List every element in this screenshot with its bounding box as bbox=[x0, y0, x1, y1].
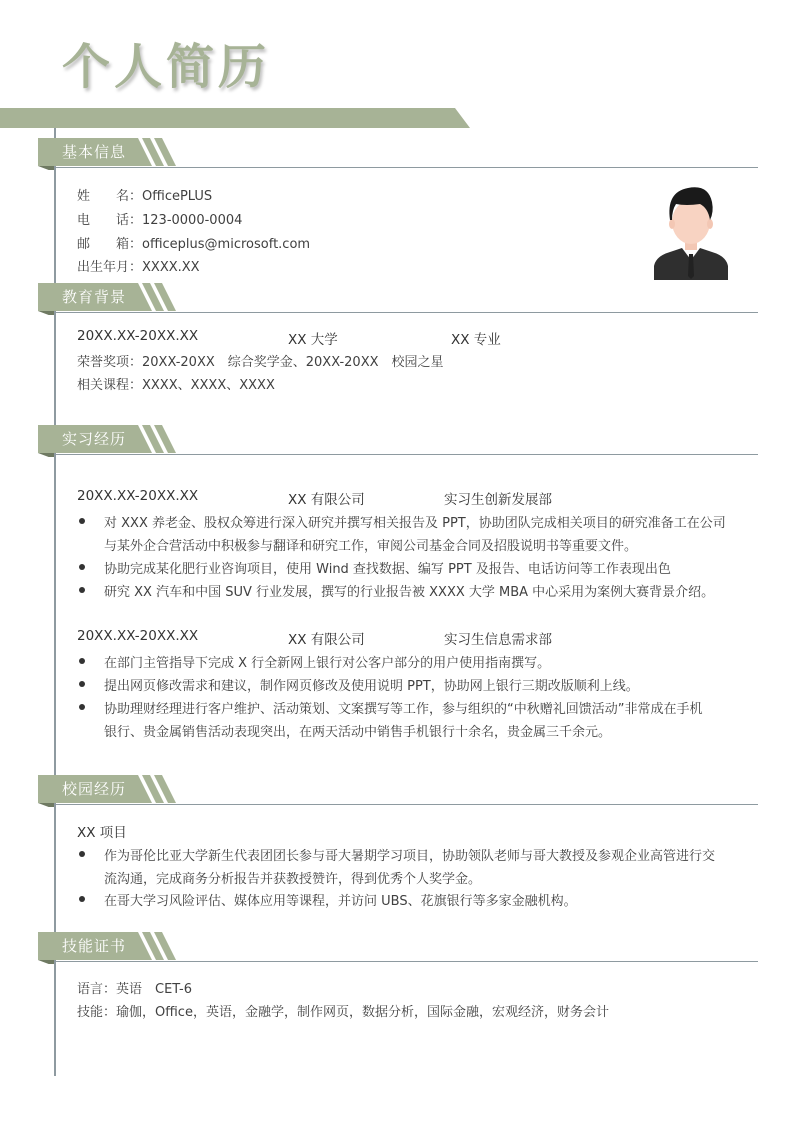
education-period: 20XX.XX-20XX.XX bbox=[77, 328, 199, 344]
section-divider bbox=[56, 804, 758, 805]
bullet-dot bbox=[79, 564, 85, 570]
bullet-text: 作为哥伦比亚大学新生代表团团长参与哥大暑期学习项目，协助领队老师与哥大教授及参观企业高管进行交 bbox=[104, 849, 716, 864]
field-value: officeplus@microsoft.com bbox=[142, 237, 311, 252]
bullet-text: 流沟通，完成商务分析报告并获教授赞许，得到优秀个人奖学金。 bbox=[104, 872, 482, 887]
bullet-dot bbox=[79, 587, 85, 593]
person-avatar-icon bbox=[652, 180, 730, 280]
bullet-text: 在部门主管指导下完成 X 行全新网上银行对公客户部分的用户使用指南撰写。 bbox=[104, 656, 551, 671]
job-role: 实习生信息需求部 bbox=[444, 632, 552, 648]
section-divider bbox=[56, 454, 758, 455]
skills-list: 技能：瑜伽，Office，英语，金融学，制作网页，数据分析，国际金融，宏观经济，财务会计 bbox=[77, 1005, 609, 1020]
field-label: 姓 名： bbox=[77, 189, 143, 204]
job-period: 20XX.XX-20XX.XX bbox=[77, 628, 199, 644]
bullet-text: 与某外企合营活动中积极参与翻译和研究工作，审阅公司基金合同及招股说明书等重要文件。 bbox=[104, 539, 638, 554]
bullet-dot bbox=[79, 681, 85, 687]
job-role: 实习生创新发展部 bbox=[444, 492, 552, 508]
field-name bbox=[77, 185, 212, 204]
section-divider bbox=[56, 961, 758, 962]
bullet-text: 提出网页修改需求和建议，制作网页修改及使用说明 PPT，协助网上银行三期改版顺利上线。 bbox=[104, 679, 639, 694]
bullet-dot bbox=[79, 851, 85, 857]
bullet-dot bbox=[79, 896, 85, 902]
bullet-dot bbox=[79, 658, 85, 664]
bullet-text: 对 XXX 养老金、股权众筹进行深入研究并撰写相关报告及 PPT，协助团队完成相关项目的研究准备工在公司 bbox=[104, 516, 726, 531]
section-divider bbox=[56, 167, 758, 168]
field-label: 出生年月： bbox=[77, 260, 143, 275]
field-birth bbox=[77, 256, 200, 275]
field-value: OfficePLUS bbox=[142, 189, 213, 204]
bullet-text: 银行、贵金属销售活动表现突出，在两天活动中销售手机银行十余名，贵金属三千余元。 bbox=[104, 725, 612, 740]
section-title-basic: 基本信息 bbox=[62, 143, 127, 161]
section-title-skills: 技能证书 bbox=[62, 937, 127, 955]
job-company: XX 有限公司 bbox=[288, 492, 365, 508]
education-major: XX 专业 bbox=[451, 332, 501, 348]
field-label: 电 话： bbox=[77, 213, 143, 228]
education-honors: 荣誉奖项：20XX-20XX 综合奖学金、20XX-20XX 校园之星 bbox=[77, 355, 444, 370]
field-email bbox=[77, 233, 310, 252]
section-divider bbox=[56, 312, 758, 313]
resume-title: 个人简历 bbox=[62, 39, 271, 95]
bullet-text: 在哥大学习风险评估、媒体应用等课程，并访问 UBS、花旗银行等多家金融机构。 bbox=[104, 894, 577, 909]
bullet-dot bbox=[79, 518, 85, 524]
bullet-text: 研究 XX 汽车和中国 SUV 行业发展，撰写的行业报告被 XXXX 大学 MBA 中心采用为案例大赛背景介绍。 bbox=[104, 585, 715, 600]
education-courses: 相关课程：XXXX、XXXX、XXXX bbox=[77, 378, 275, 393]
field-value: 123-0000-0004 bbox=[142, 213, 243, 228]
skills-language: 语言：英语 CET-6 bbox=[77, 982, 193, 997]
section-title-campus: 校园经历 bbox=[62, 780, 127, 798]
job-company: XX 有限公司 bbox=[288, 632, 365, 648]
section-title-internship: 实习经历 bbox=[62, 430, 127, 448]
field-value: XXXX.XX bbox=[142, 260, 200, 275]
field-phone bbox=[77, 209, 242, 228]
job-period: 20XX.XX-20XX.XX bbox=[77, 488, 199, 504]
section-title-education: 教育背景 bbox=[62, 288, 127, 306]
field-label: 邮 箱： bbox=[77, 237, 143, 252]
campus-project: XX 项目 bbox=[77, 825, 127, 841]
title-accent-bar bbox=[0, 108, 470, 128]
bullet-dot bbox=[79, 704, 85, 710]
bullet-text: 协助理财经理进行客户维护、活动策划、文案撰写等工作，参与组织的“中秋赠礼回馈活动”非常成在手机 bbox=[104, 702, 703, 717]
bullet-text: 协助完成某化肥行业咨询项目，使用 Wind 查找数据、编写 PPT 及报告、电话访问等工作表现出色 bbox=[104, 562, 671, 577]
education-school: XX 大学 bbox=[288, 332, 338, 348]
